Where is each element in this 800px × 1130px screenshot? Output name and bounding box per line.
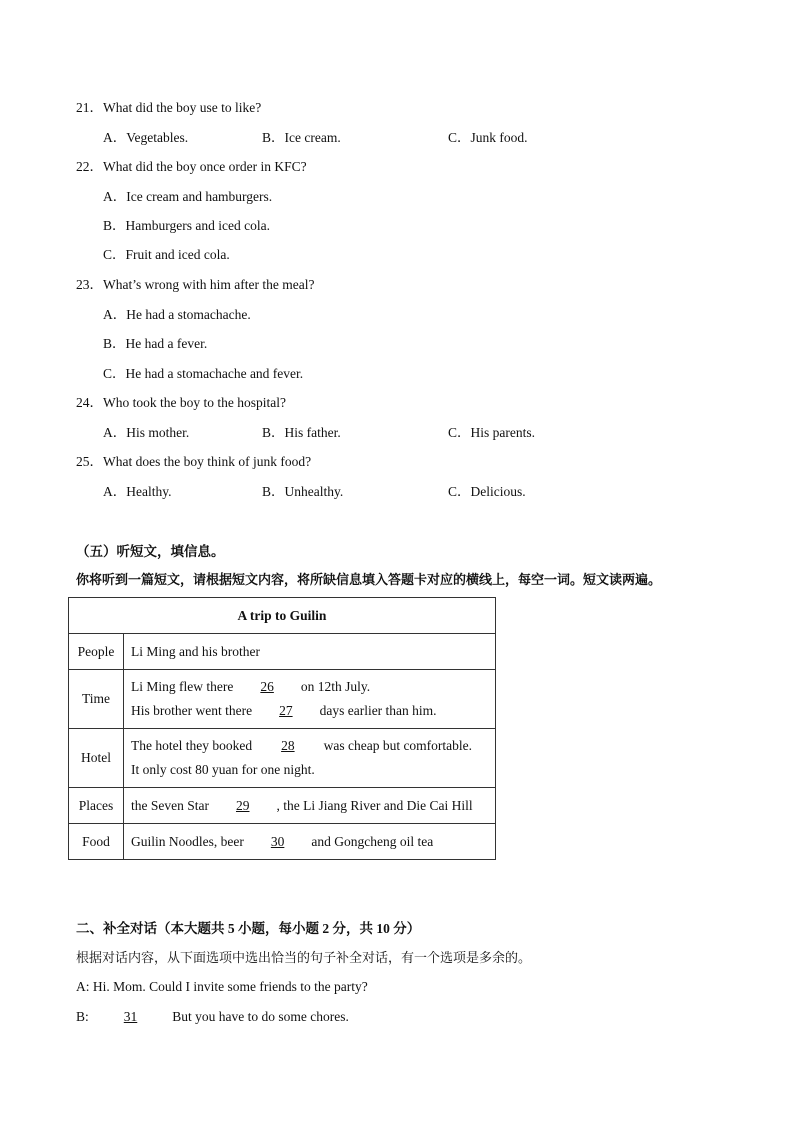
value-food bbox=[124, 824, 496, 860]
q22-option-c: C．Fruit and iced cola. bbox=[103, 247, 230, 262]
table-row-places bbox=[69, 788, 496, 824]
blank-27: 27 bbox=[279, 703, 293, 718]
q21-option-c: C．Junk food. bbox=[448, 130, 528, 145]
time-line1-post: on 12th July. bbox=[300, 679, 371, 694]
hotel-line1-post: was cheap but comfortable. bbox=[323, 738, 473, 753]
food-post: and Gongcheng oil tea bbox=[311, 833, 434, 849]
time-line2-pre: His brother went there bbox=[131, 703, 253, 718]
question-24: 24．Who took the boy to the hospital? bbox=[76, 395, 286, 410]
blank-29: 29 bbox=[235, 797, 250, 813]
q24-option-b: B．His father. bbox=[262, 425, 341, 440]
q24-option-c: C．His parents. bbox=[448, 425, 535, 440]
part2-heading: 二、补全对话（本大题共 5 小题，每小题 2 分，共 10 分） bbox=[76, 921, 421, 936]
time-line1-pre: Li Ming flew there bbox=[131, 679, 234, 694]
value-places bbox=[124, 788, 496, 824]
question-22: 22．What did the boy once order in KFC? bbox=[76, 159, 307, 174]
table-row-people bbox=[69, 634, 496, 670]
table-row-hotel bbox=[69, 729, 496, 788]
question-25: 25．What does the boy think of junk food? bbox=[76, 454, 312, 469]
label-places: Places bbox=[69, 788, 124, 824]
q23-option-a: A．He had a stomachache. bbox=[103, 307, 251, 322]
q22-option-a: A．Ice cream and hamburgers. bbox=[103, 189, 273, 204]
q25-option-c: C．Delicious. bbox=[448, 484, 526, 499]
value-people: Li Ming and his brother bbox=[124, 634, 496, 670]
label-hotel: Hotel bbox=[69, 729, 124, 788]
q25-option-a: A．Healthy. bbox=[103, 484, 172, 499]
q25-option-b: B．Unhealthy. bbox=[262, 484, 344, 499]
dialogue-line-b bbox=[76, 1008, 349, 1026]
label-people: People bbox=[69, 634, 124, 670]
value-time bbox=[124, 670, 496, 729]
places-post: , the Li Jiang River and Die Cai Hill bbox=[276, 797, 473, 813]
hotel-line1-pre: The hotel they booked bbox=[131, 738, 253, 753]
q22-option-b: B．Hamburgers and iced cola. bbox=[103, 218, 270, 233]
part2-instruction: 根据对话内容，从下面选项中选出恰当的句子补全对话，有一个选项是多余的。 bbox=[76, 950, 532, 965]
question-23: 23．What’s wrong with him after the meal? bbox=[76, 277, 315, 292]
places-pre: the Seven Star bbox=[131, 797, 209, 813]
blank-30: 30 bbox=[270, 833, 285, 849]
question-21: 21．What did the boy use to like? bbox=[76, 100, 262, 115]
blank-31: 31 bbox=[123, 1009, 138, 1024]
q23-option-b: B．He had a fever. bbox=[103, 336, 208, 351]
q21-option-b: B．Ice cream. bbox=[262, 130, 341, 145]
q24-option-a: A．His mother. bbox=[103, 425, 190, 440]
time-line2-post: days earlier than him. bbox=[319, 703, 437, 718]
hotel-line2: It only cost 80 yuan for one night. bbox=[131, 762, 315, 777]
dialogue-line-a: A: Hi. Mom. Could I invite some friends to the party? bbox=[76, 979, 368, 994]
table-title: A trip to Guilin bbox=[69, 598, 496, 634]
blank-26: 26 bbox=[260, 679, 274, 694]
label-time: Time bbox=[69, 670, 124, 729]
q23-option-c: C．He had a stomachache and fever. bbox=[103, 366, 304, 381]
section5-heading: （五）听短文，填信息。 bbox=[76, 544, 225, 559]
label-food: Food bbox=[69, 824, 124, 860]
table-row-food bbox=[69, 824, 496, 860]
blank-28: 28 bbox=[281, 738, 295, 753]
info-table bbox=[68, 597, 496, 860]
food-pre: Guilin Noodles, beer bbox=[131, 833, 244, 849]
table-row-time bbox=[69, 670, 496, 729]
dialogue-b-speaker: B: bbox=[76, 1009, 89, 1024]
q21-option-a: A．Vegetables. bbox=[103, 130, 189, 145]
section5-instruction: 你将听到一篇短文，请根据短文内容，将所缺信息填入答题卡对应的横线上，每空一词。短文读两遍。 bbox=[76, 572, 662, 587]
dialogue-b-text: But you have to do some chores. bbox=[172, 1009, 349, 1024]
value-hotel bbox=[124, 729, 496, 788]
